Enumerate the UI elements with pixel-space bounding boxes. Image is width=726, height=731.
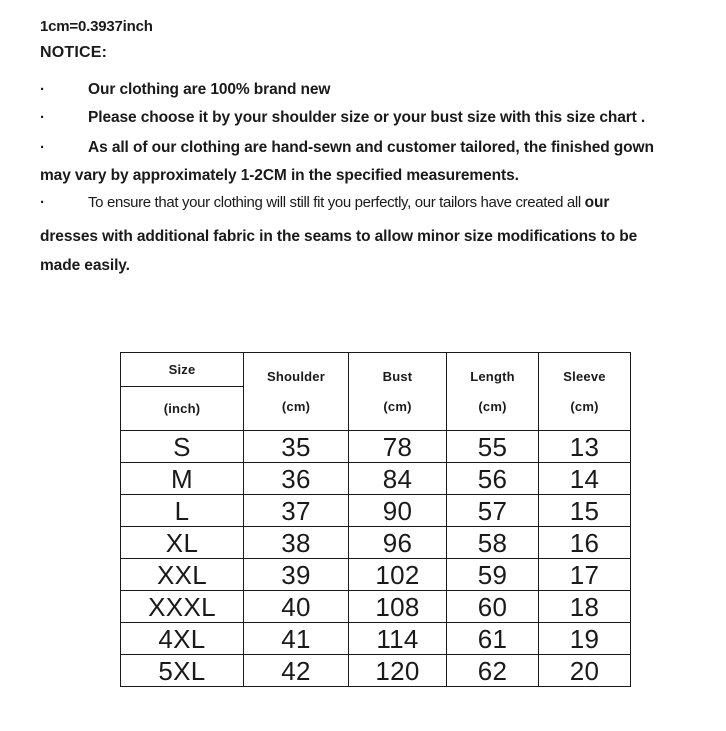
cell-sleeve: 15 [539, 495, 631, 527]
notice-bullet-4-text-emphasis: our [584, 194, 610, 211]
header-length [447, 353, 539, 431]
cell-length: 62 [447, 655, 539, 687]
header-bust [349, 353, 447, 431]
header-sleeve-unit: (cm) [570, 399, 599, 414]
cell-sleeve: 20 [539, 655, 631, 687]
cell-length: 55 [447, 431, 539, 463]
table-row [121, 495, 631, 527]
table-row [121, 623, 631, 655]
cell-shoulder: 40 [244, 591, 349, 623]
cell-bust: 84 [349, 463, 447, 495]
cell-bust: 96 [349, 527, 447, 559]
cell-length: 60 [447, 591, 539, 623]
table-row [121, 655, 631, 687]
notice-bullet-4-text [88, 195, 688, 211]
cell-bust: 114 [349, 623, 447, 655]
bullet-dot-icon: · [40, 81, 45, 98]
cell-length: 59 [447, 559, 539, 591]
cell-shoulder: 38 [244, 527, 349, 559]
notice-bullet-4-continuation-1: dresses with additional fabric in the seams to allow minor size modifications to be [40, 228, 638, 245]
table-row [121, 559, 631, 591]
notice-bullet-1-text: Our clothing are 100% brand new [88, 81, 331, 98]
cell-size: XXXL [121, 591, 244, 623]
cell-length: 61 [447, 623, 539, 655]
bullet-dot-icon: · [40, 109, 45, 126]
cell-sleeve: 18 [539, 591, 631, 623]
bullet-dot-icon: · [40, 139, 45, 156]
table-row [121, 527, 631, 559]
cell-bust: 90 [349, 495, 447, 527]
cell-sleeve: 14 [539, 463, 631, 495]
cell-length: 58 [447, 527, 539, 559]
cell-sleeve: 17 [539, 559, 631, 591]
header-shoulder [244, 353, 349, 431]
header-bust-unit: (cm) [383, 399, 412, 414]
cell-shoulder: 39 [244, 559, 349, 591]
header-length-unit: (cm) [478, 399, 507, 414]
notice-heading: NOTICE: [40, 44, 108, 61]
cell-size: 5XL [121, 655, 244, 687]
cell-shoulder: 35 [244, 431, 349, 463]
notice-bullet-4-continuation-2: made easily. [40, 257, 130, 274]
header-size-unit: (inch) [121, 387, 244, 431]
cell-size: XXL [121, 559, 244, 591]
header-size-label: Size [121, 353, 244, 387]
cell-size: 4XL [121, 623, 244, 655]
table-row [121, 463, 631, 495]
cell-size: XL [121, 527, 244, 559]
notice-bullet-4-text-regular: To ensure that your clothing will still fit you perfectly, our tailors have created all [88, 194, 585, 211]
cell-size: S [121, 431, 244, 463]
header-bust-label: Bust [382, 369, 413, 384]
header-shoulder-unit: (cm) [281, 399, 311, 414]
cell-shoulder: 42 [244, 655, 349, 687]
header-sleeve [539, 353, 631, 431]
cell-sleeve: 16 [539, 527, 631, 559]
cell-sleeve: 13 [539, 431, 631, 463]
cell-shoulder: 41 [244, 623, 349, 655]
notice-bullet-2-text: Please choose it by your shoulder size or your bust size with this size chart . [88, 109, 646, 126]
notice-bullet-3-continuation: may vary by approximately 1-2CM in the specified measurements. [40, 167, 519, 184]
cell-bust: 102 [349, 559, 447, 591]
bullet-dot-icon: · [40, 194, 45, 211]
table-row [121, 431, 631, 463]
table-row [121, 591, 631, 623]
header-shoulder-label: Shoulder [267, 369, 325, 384]
cell-bust: 78 [349, 431, 447, 463]
cell-size: M [121, 463, 244, 495]
cell-bust: 108 [349, 591, 447, 623]
header-sleeve-label: Sleeve [563, 369, 606, 384]
cell-length: 56 [447, 463, 539, 495]
cell-shoulder: 36 [244, 463, 349, 495]
cell-size: L [121, 495, 244, 527]
notice-bullet-3-text: As all of our clothing are hand-sewn and customer tailored, the finished gown [88, 139, 654, 156]
cell-bust: 120 [349, 655, 447, 687]
cell-shoulder: 37 [244, 495, 349, 527]
table-header-row-top [121, 353, 631, 387]
cell-length: 57 [447, 495, 539, 527]
cell-sleeve: 19 [539, 623, 631, 655]
size-chart-table [120, 352, 631, 687]
unit-conversion-text: 1cm=0.3937inch [40, 18, 153, 35]
header-length-label: Length [470, 369, 515, 384]
